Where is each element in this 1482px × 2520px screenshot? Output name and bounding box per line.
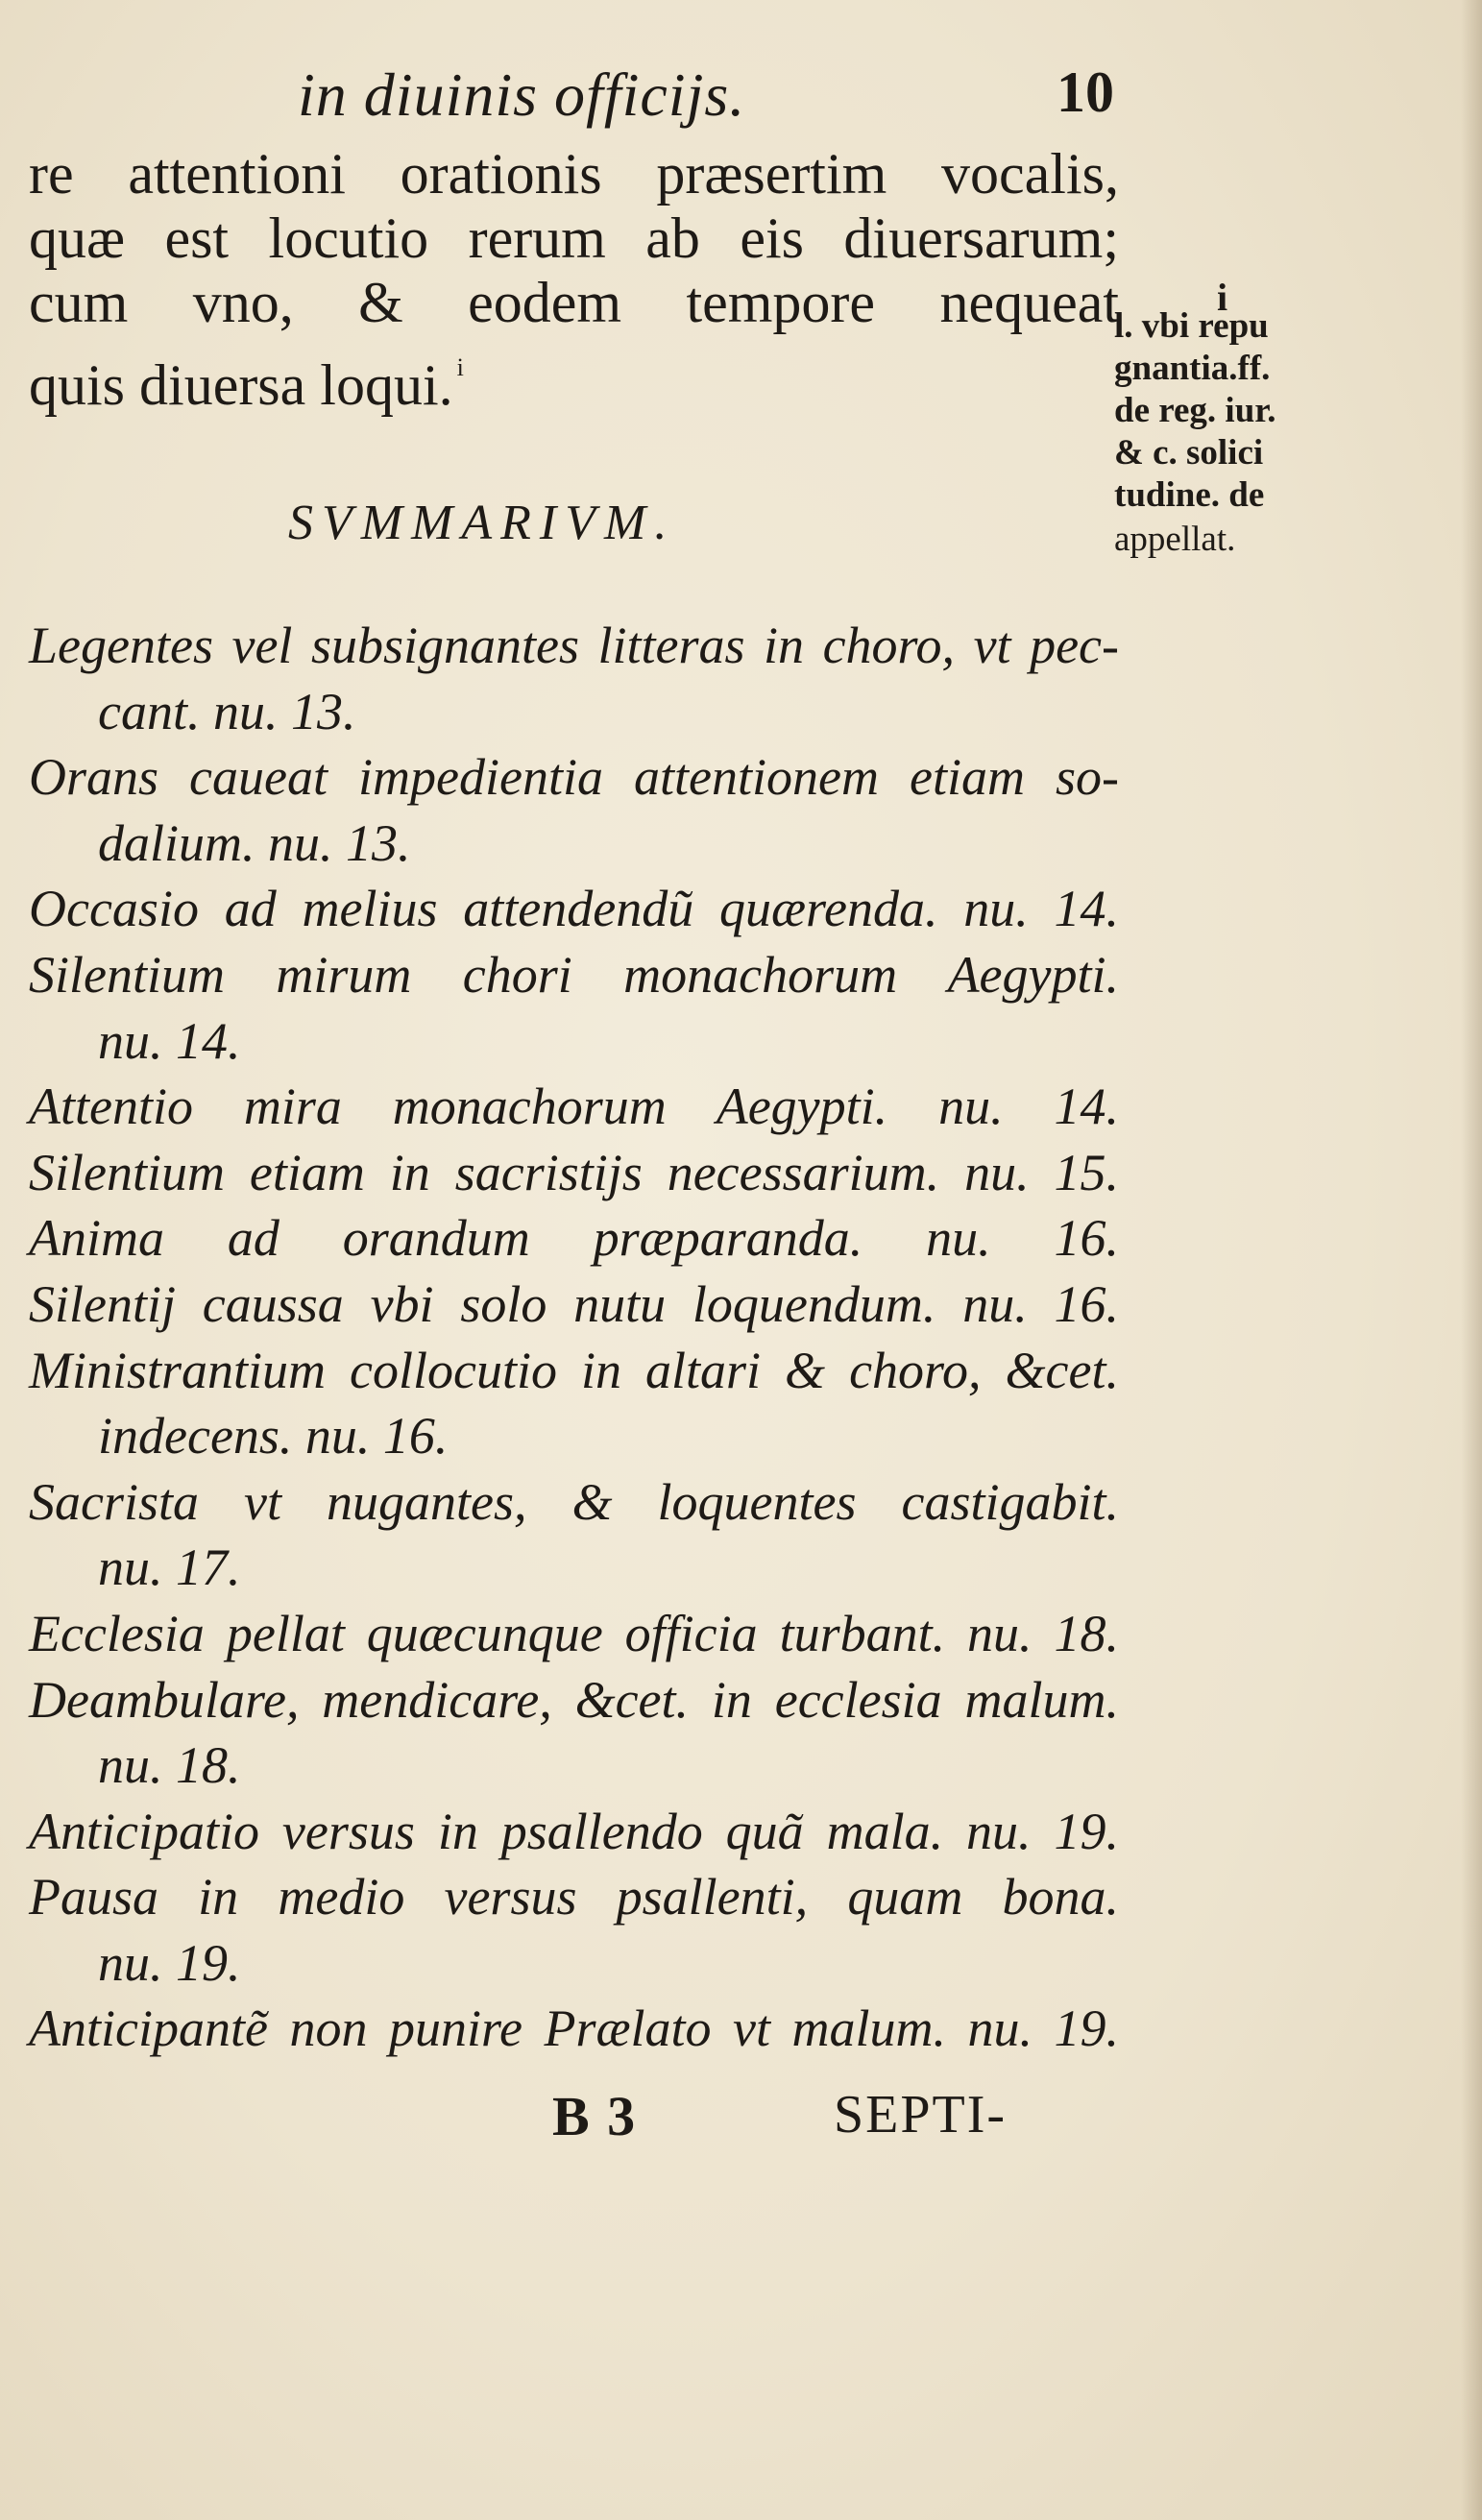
page-edge-shadow [1461, 0, 1482, 2520]
summary-entry [29, 1996, 1119, 2062]
marginal-note [1114, 276, 1354, 561]
summary-entry-line: Pausa in medio versus psallenti, quam bona. [29, 1868, 1119, 1926]
summary-entry-line: Anima ad orandum præparanda. nu. 16. [29, 1209, 1119, 1268]
summary-entry [29, 1601, 1119, 1667]
body-line [29, 335, 1119, 418]
summary-entry-line: Silentium mirum chori monachorum Aegypti. [29, 945, 1119, 1004]
folio-number: 10 [1057, 61, 1114, 124]
note-marker: i [456, 353, 464, 381]
summary-entry [29, 613, 1119, 744]
summary-entry [29, 1272, 1119, 1338]
catchword: SEPTI- [834, 2085, 1007, 2144]
summary-entry-line: Ministrantium collocutio in altari & choro, &cet. [29, 1341, 1119, 1399]
summary-entry-line: Attentio mira monachorum Aegypti. nu. 14. [29, 1078, 1119, 1136]
marginal-note-line: appellat. [1114, 520, 1236, 559]
summary-entry-continuation: nu. 18. [98, 1736, 241, 1795]
summary-entry-line: Silentium etiam in sacristijs necessarium. nu. 15. [29, 1143, 1119, 1201]
summary-entry-line: Silentij caussa vbi solo nutu loquendum. nu. 16. [29, 1274, 1119, 1333]
body-line: quæ est locutio rerum ab eis diuersarum; [29, 206, 1119, 270]
summary-entry-line: Anticipatio versus in psallendo quã mala. nu. 19. [29, 1802, 1119, 1860]
summary-entry-line: Orans caueat impedientia attentionem etiam so- [29, 748, 1119, 807]
body-line-text: quis diuersa loqui. [29, 353, 453, 417]
summary-entry [29, 1338, 1119, 1469]
summary-heading: SVMMARIVM. [288, 496, 676, 550]
body-paragraph [29, 142, 1119, 418]
marginal-note-line: & c. solici [1114, 433, 1264, 472]
marginal-note-line: gnantia.ff. [1114, 349, 1271, 388]
summary-entry [29, 942, 1119, 1074]
signature-text: B 3 [552, 2085, 638, 2147]
marginal-note-line: de reg. iur. [1114, 391, 1276, 430]
summary-entry-line: Legentes vel subsignantes litteras in choro, vt pec- [29, 617, 1119, 674]
summary-entry-continuation: indecens. nu. 16. [98, 1407, 449, 1466]
summary-entry-line: Occasio ad melius attendendũ quærenda. nu. 14. [29, 880, 1119, 938]
marginal-note-line: l. vbi repu [1114, 306, 1269, 346]
summary-entry-line: Anticipantẽ non punire Prælato vt malum. nu. 19. [29, 1999, 1119, 2058]
summary-entry-line: Ecclesia pellat quæcunque officia turbant. nu. 18. [29, 1604, 1119, 1662]
summary-entry [29, 1205, 1119, 1272]
summary-entry-continuation: nu. 19. [98, 1933, 241, 1992]
summary-entry [29, 1469, 1119, 1601]
page-header [29, 60, 1114, 136]
body-line: re attentioni orationis præsertim vocalis, [29, 142, 1119, 206]
running-head: in diuinis officijs. [298, 61, 746, 129]
marginal-note-letter: i [1217, 276, 1228, 319]
signature-mark [552, 2084, 637, 2148]
summary-entry [29, 1667, 1119, 1799]
summary-entry [29, 1799, 1119, 1865]
summary-entry-continuation: nu. 17. [98, 1539, 241, 1597]
marginal-note-line: tudine. de [1114, 475, 1265, 515]
body-line: cum vno, & eodem tempore nequeat [29, 271, 1119, 334]
summary-entry [29, 1864, 1119, 1996]
summary-entry-continuation: dalium. nu. 13. [98, 813, 411, 872]
summary-entry-continuation: cant. nu. 13. [98, 682, 356, 740]
summary-entry [29, 1140, 1119, 1206]
summary-entry-continuation: nu. 14. [98, 1011, 241, 1070]
summary-entry [29, 1074, 1119, 1140]
summary-entry-line: Deambulare, mendicare, &cet. in ecclesia malum. [29, 1670, 1119, 1729]
summary-list [29, 613, 1119, 2062]
summary-entry [29, 876, 1119, 942]
summary-entry-line: Sacrista vt nugantes, & loquentes castigabit. [29, 1472, 1119, 1531]
summary-entry [29, 744, 1119, 876]
